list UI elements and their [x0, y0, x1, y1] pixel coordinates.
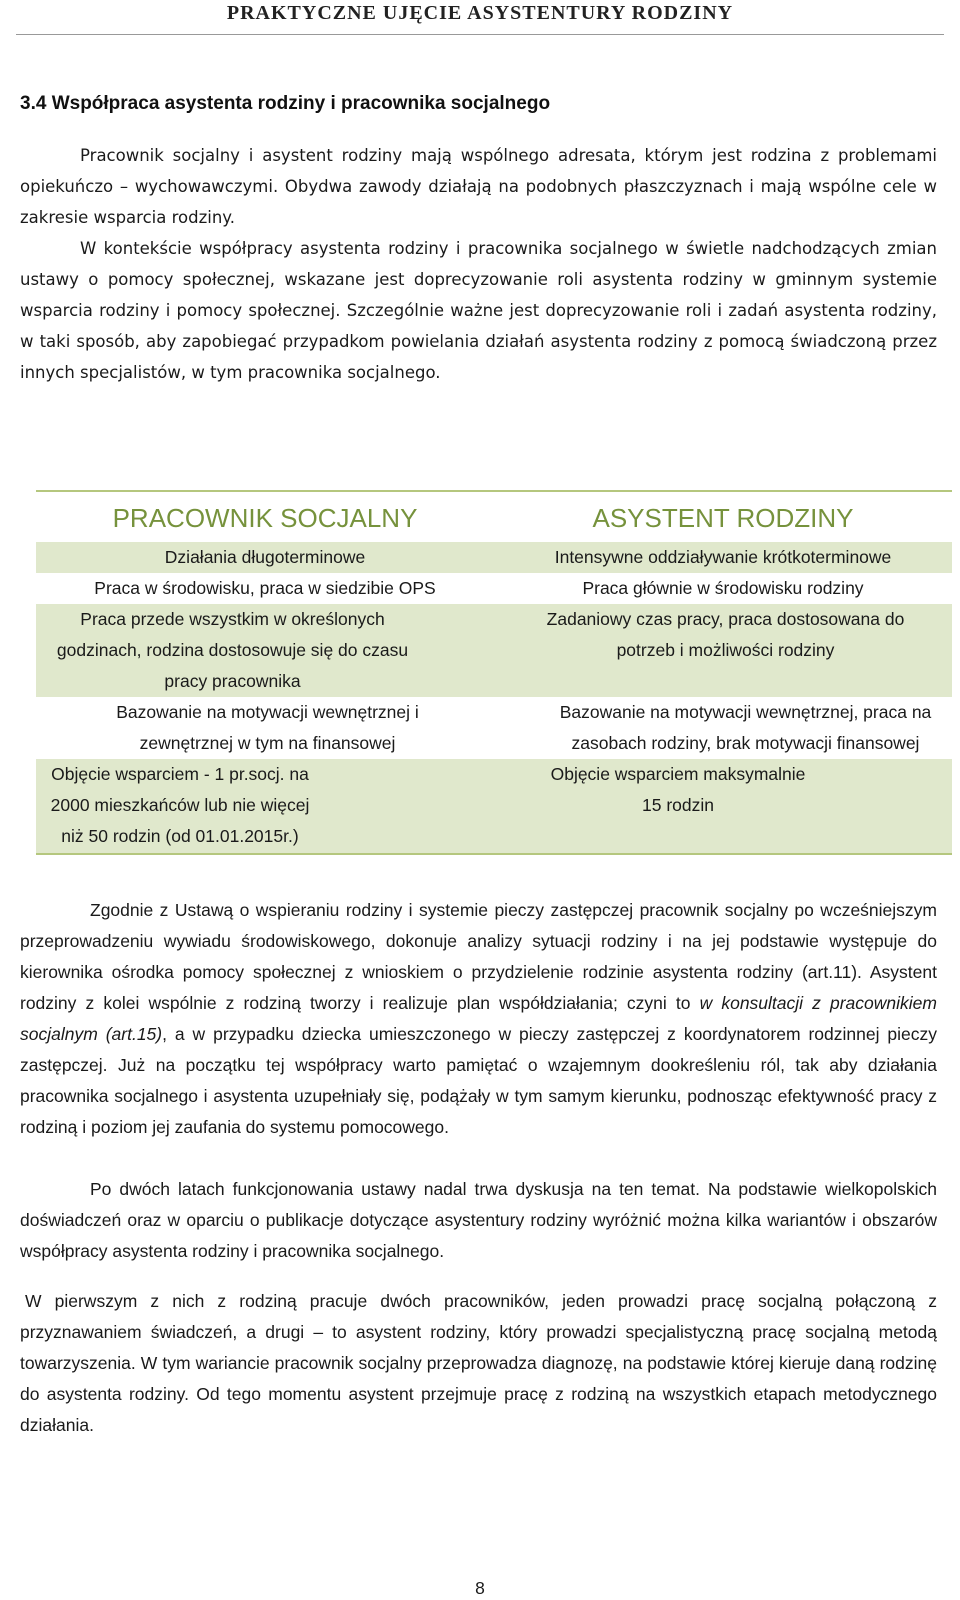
intro-paragraph-1: Pracownik socjalny i asystent rodziny mają wspólnego adresata, którym jest rodzina z problemami opiekuńczo – wychowawczymi. Obydwa zawody działają na podobnych płaszczyznach i mają wspólne cele w zakresie wsparcia rodziny.	[20, 146, 937, 227]
comparison-row	[36, 604, 952, 697]
comparison-left-cell: Bazowanie na motywacji wewnętrznej i zewnętrznej w tym na finansowej	[116, 702, 419, 753]
comparison-left-cell: Działania długoterminowe	[164, 547, 366, 567]
paragraph-emphasis: w konsultacji z pracownikiem socjalnym (art.15)	[20, 993, 937, 1044]
comparison-right-title: ASYSTENT RODZINY	[592, 503, 854, 533]
comparison-right-cell: Intensywne oddziaływanie krótkoterminowe	[554, 547, 892, 567]
paragraph-text: Zgodnie z Ustawą o wspieraniu rodziny i systemie pieczy zastępczej pracownik socjalny po wcześniejszym przeprowadzeniu wywiadu środowiskowego, dokonuje analizy sytuacji rodziny i na jej podstawie występuje do kierownika ośrodka pomocy społecznej z wnioskiem o przydzielenie rodzinie asystenta rodziny (art.11). Asystent rodziny z kolei wspólnie z rodziną tworzy i realizuje plan współdziałania; czyni to	[20, 900, 937, 1013]
comparison-row	[36, 697, 952, 759]
comparison-right-cell: Bazowanie na motywacji wewnętrznej, praca na zasobach rodziny, brak motywacji finansowej	[559, 702, 932, 753]
intro-paragraph-2: W kontekście współpracy asystenta rodziny i pracownika socjalnego w świetle nadchodzących zmian ustawy o pomocy społecznej, wskazane jest doprecyzowanie roli asystenta rodziny w gminnym systemie wsparcia rodziny i pomocy społecznej. Szczególnie ważne jest doprecyzowanie roli i zadań asystenta rodziny, w taki sposób, aby zapobiegać przypadkom powielania działań asystenta rodziny z pomocą świadczoną przez innych specjalistów, w tym pracownika socjalnego.	[20, 239, 937, 382]
comparison-table	[36, 490, 952, 855]
section-heading: 3.4 Współpraca asystenta rodziny i pracownika socjalnego	[20, 93, 551, 114]
comparison-left-title: PRACOWNIK SOCJALNY	[112, 503, 418, 533]
comparison-row	[36, 573, 952, 604]
body-paragraph-4: Po dwóch latach funkcjonowania ustawy nadal trwa dyskusja na ten temat. Na podstawie wielkopolskich doświadczeń oraz w oparciu o publikacje dotyczące asystentury rodziny wyróżnić można kilka wariantów i obszarów współpracy asystenta rodziny i pracownika socjalnego.	[20, 1179, 937, 1261]
page-number: 8	[475, 1578, 485, 1598]
comparison-row	[36, 542, 952, 573]
comparison-right-cell: Zadaniowy czas pracy, praca dostosowana do potrzeb i możliwości rodziny	[546, 609, 905, 660]
header-divider	[16, 34, 944, 35]
body-paragraph-3	[20, 895, 937, 1143]
comparison-left-cell: Objęcie wsparciem - 1 pr.socj. na 2000 mieszkańców lub nie więcej niż 50 rodzin (od 01.01.2015r.)	[50, 764, 310, 846]
paragraph-text: , a w przypadku dziecka umieszczonego w pieczy zastępczej z koordynatorem rodzinnej pieczy zastępczej. Już na początku tej współpracy warto pamiętać o wzajemnym dookreśleniu ról, tak aby działania pracownika socjalnego i asystenta uzupełniały się, podążały w tym samym kierunku, podnosząc efektywność pracy z rodziną i poziom jej zaufania do systemu pomocowego.	[20, 1024, 937, 1137]
comparison-row	[36, 759, 952, 853]
comparison-left-cell: Praca przede wszystkim w określonych godzinach, rodzina dostosowuje się do czasu pracy pracownika	[56, 609, 409, 691]
comparison-left-cell: Praca w środowisku, praca w siedzibie OPS	[94, 578, 436, 598]
comparison-header-row	[36, 492, 952, 542]
body-paragraph-5: W pierwszym z nich z rodziną pracuje dwóch pracowników, jeden prowadzi pracę socjalną połączoną z przyznawaniem świadczeń, a drugi – to asystent rodziny, który prowadzi specjalistyczną pracę socjalną metodą towarzyszenia. W tym wariancie pracownik socjalny przeprowadza diagnozę, na podstawie której kieruje daną rodzinę do asystenta rodziny. Od tego momentu asystent przejmuje pracę z rodziną na wszystkich etapach metodycznego działania.	[20, 1291, 937, 1435]
comparison-right-cell: Objęcie wsparciem maksymalnie 15 rodzin	[550, 764, 806, 815]
running-header: PRAKTYCZNE UJĘCIE ASYSTENTURY RODZINY	[226, 2, 734, 24]
comparison-right-cell: Praca głównie w środowisku rodziny	[582, 578, 864, 598]
